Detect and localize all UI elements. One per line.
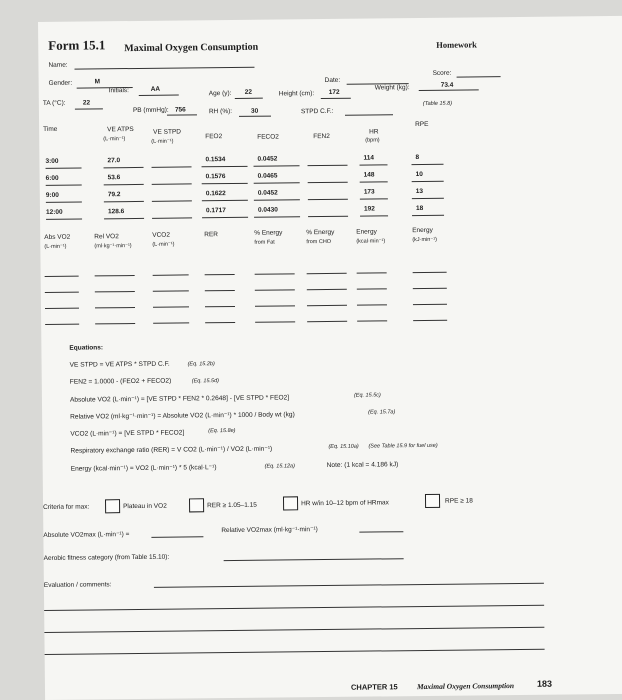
date-label: Date: [324, 76, 341, 85]
form-title: Maximal Oxygen Consumption [124, 41, 259, 55]
weight-value: 73.4 [440, 81, 454, 89]
rpe-label: RPE ≥ 18 [445, 497, 473, 505]
cell-ve: 53.6 [107, 174, 121, 182]
results-entry-line[interactable] [95, 323, 135, 324]
results-entry-line[interactable] [205, 290, 235, 291]
results-col-header: RER [204, 230, 219, 239]
results-entry-line[interactable] [95, 275, 135, 276]
initials-label: Initials: [108, 87, 129, 95]
results-col-unit: (L·min⁻¹) [152, 241, 175, 249]
table-cell-line [202, 166, 248, 167]
cell-hr: 173 [363, 188, 375, 196]
results-entry-line[interactable] [307, 289, 347, 290]
table-cell-line [104, 201, 144, 202]
col-feo2: FEO2 [205, 133, 223, 141]
score-label: Score: [432, 69, 452, 77]
rel-vo2max-line[interactable] [359, 531, 403, 532]
results-col-header: % Energy [306, 228, 335, 237]
results-entry-line[interactable] [45, 292, 79, 293]
results-entry-line[interactable] [413, 272, 447, 273]
col-time: Time [43, 125, 58, 133]
pb-line [167, 114, 197, 115]
table-cell-line [412, 181, 444, 182]
initials-line [139, 95, 179, 96]
col-hr-unit: (bpm) [365, 137, 380, 144]
table-cell-line [152, 183, 192, 184]
table-cell-line [308, 216, 348, 217]
form-number: Form 15.1 [48, 37, 106, 53]
score-line[interactable] [457, 76, 501, 77]
results-col-header: Energy [412, 227, 433, 235]
cell-hr: 114 [363, 154, 374, 162]
eq-abs-vo2: Absolute VO2 (L·min⁻¹) = [VE STPD * FEN2 * 0.2648] - [VE STPD * FEO2] [69, 394, 290, 404]
results-col-unit: from CHO [306, 238, 332, 246]
results-col-unit: (kJ·min⁻¹) [412, 237, 437, 244]
results-entry-line[interactable] [357, 304, 387, 305]
table-cell-line [46, 202, 82, 203]
eq-rer-note: (See Table 15.9 for fuel use) [368, 442, 438, 450]
evaluation-line-3[interactable] [44, 627, 544, 633]
table-cell-line [360, 181, 388, 182]
cell-time: 9:00 [45, 191, 59, 199]
table-cell-line [152, 200, 192, 201]
equations-title: Equations: [69, 344, 104, 352]
cell-ve: 27.0 [107, 157, 121, 165]
eq-fen2: FEN2 = 1.0000 - (FEO2 + FECO2) [69, 377, 172, 386]
age-line [235, 98, 263, 99]
criteria-label: Criteria for max: [43, 503, 90, 511]
cell-feco2: 0.0452 [257, 155, 278, 163]
evaluation-line-1[interactable] [154, 583, 544, 588]
results-col-unit: (kcal·min⁻¹) [356, 237, 386, 245]
rh-line [239, 116, 271, 117]
results-col-unit: (ml·kg⁻¹·min⁻¹) [94, 242, 132, 250]
results-entry-line[interactable] [255, 273, 295, 274]
table-cell-line [360, 215, 388, 216]
table-cell-line [254, 216, 300, 217]
table-cell-line [152, 217, 192, 218]
cell-time: 3:00 [45, 157, 59, 165]
eq-energy: Energy (kcal·min⁻¹) = VO2 (L·min⁻¹) * 5 (kcal·L⁻¹) [70, 464, 217, 473]
table-cell-line [104, 184, 144, 185]
eq-energy-note: Note: (1 kcal = 4.186 kJ) [326, 461, 399, 470]
col-ve-stpd-unit: (L·min⁻¹) [151, 138, 174, 145]
col-ve-stpd: VE STPD [153, 128, 182, 136]
table-cell-line [360, 164, 388, 165]
results-entry-line[interactable] [153, 290, 189, 291]
cell-hr: 192 [363, 205, 375, 213]
table-cell-line [202, 217, 248, 218]
results-col-header: Energy [356, 228, 377, 236]
fitness-category-label: Aerobic fitness category (from Table 15.10): [43, 553, 170, 562]
evaluation-label: Evaluation / comments: [43, 581, 112, 589]
gender-value: M [94, 78, 101, 86]
results-entry-line[interactable] [153, 274, 189, 275]
results-entry-line[interactable] [95, 307, 135, 308]
table-cell-line [308, 182, 348, 183]
stpd-label: STPD C.F.: [300, 107, 334, 116]
table-cell-line [412, 198, 444, 199]
age-value: 22 [244, 88, 253, 96]
stpd-line[interactable] [345, 114, 393, 116]
cell-feo2: 0.1717 [205, 207, 226, 215]
results-entry-line[interactable] [255, 305, 295, 306]
results-entry-line[interactable] [95, 291, 135, 292]
results-col-header: Abs VO2 [44, 233, 71, 241]
eq-fen2-ref: (Eq. 15.5d) [191, 378, 220, 385]
cell-rpe: 8 [415, 154, 420, 162]
cell-rpe: 18 [415, 204, 424, 213]
abs-vo2max-label: Absolute VO2max (L·min⁻¹) = [43, 531, 130, 539]
cell-feo2: 0.1622 [205, 190, 226, 198]
page-number: 183 [536, 678, 553, 689]
table-cell-line [104, 218, 144, 219]
col-rpe: RPE [415, 120, 429, 129]
rel-vo2max-label: Relative VO2max (ml·kg⁻¹·min⁻¹) [221, 526, 318, 535]
age-label: Age (y): [208, 89, 232, 98]
results-col-header: VCO2 [152, 231, 170, 240]
cell-feco2: 0.0465 [257, 172, 278, 180]
worksheet-page [38, 16, 622, 700]
results-col-header: Rel VO2 [94, 232, 119, 241]
cell-ve: 128.6 [107, 208, 125, 216]
table-cell-line [254, 165, 300, 166]
results-col-unit: (L·min⁻¹) [44, 243, 67, 250]
name-label: Name: [48, 61, 68, 69]
plateau-label: Plateau in VO2 [123, 502, 167, 511]
results-entry-line[interactable] [205, 306, 235, 307]
table-cell-line [46, 168, 82, 169]
col-hr: HR [369, 128, 379, 136]
cell-feco2: 0.0430 [257, 206, 278, 214]
results-entry-line[interactable] [45, 276, 79, 277]
eq-rel-vo2: Relative VO2 (ml·kg⁻¹·min⁻¹) = Absolute VO2 (L·min⁻¹) * 1000 / Body wt (kg) [70, 411, 295, 421]
table-cell-line [308, 165, 348, 166]
cell-ve: 79.2 [107, 191, 121, 199]
col-feco2: FECO2 [257, 133, 279, 141]
col-ve-atps-unit: (L·min⁻¹) [103, 136, 126, 143]
name-line[interactable] [74, 67, 254, 70]
eq-vco2-ref: (Eq. 15.8e) [208, 427, 236, 435]
ta-line [75, 108, 103, 109]
rh-value: 30 [250, 107, 259, 115]
table-cell-line [104, 167, 144, 168]
results-entry-line[interactable] [153, 306, 189, 307]
abs-vo2max-line[interactable] [151, 536, 203, 538]
fitness-category-line[interactable] [224, 558, 404, 561]
homework-label: Homework [436, 39, 477, 50]
hr-checkbox[interactable] [283, 496, 298, 510]
eq-ve-stpd: VE STPD = VE ATPS * STPD C.F. [69, 360, 170, 369]
results-entry-line[interactable] [255, 321, 295, 322]
cell-feco2: 0.0452 [257, 189, 278, 197]
eq-rer-ref: (Eq. 15.10a) [328, 443, 359, 450]
results-col-unit: from Fat [254, 239, 275, 247]
chapter-title: Maximal Oxygen Consumption [416, 681, 515, 692]
col-fen2: FEN2 [313, 132, 330, 141]
table-cell-line [412, 215, 444, 216]
rer-label: RER ≥ 1.05–1.15 [207, 501, 257, 510]
rpe-checkbox[interactable] [425, 494, 440, 508]
pb-value: 756 [174, 106, 186, 114]
eq-abs-vo2-ref: (Eq. 15.5c) [353, 392, 381, 399]
results-entry-line[interactable] [413, 304, 447, 305]
results-entry-line[interactable] [45, 308, 79, 309]
cell-feo2: 0.1576 [205, 173, 226, 181]
results-col-header: % Energy [254, 229, 283, 238]
results-entry-line[interactable] [357, 288, 387, 289]
results-entry-line[interactable] [357, 272, 387, 273]
eq-rer: Respiratory exchange ratio (RER) = V CO2 (L·min⁻¹) / VO2 (L·min⁻¹) [70, 445, 273, 455]
results-entry-line[interactable] [205, 322, 235, 323]
table-cell-line [412, 164, 444, 165]
ta-label: TA (°C): [42, 99, 66, 107]
eq-energy-ref: (Eq. 15.12a) [264, 463, 295, 470]
table-cell-line [360, 198, 388, 199]
rh-label: RH (%): [208, 107, 233, 116]
height-label: Height (cm): [278, 90, 315, 98]
table-cell-line [46, 219, 82, 220]
table-cell-line [46, 185, 82, 186]
results-entry-line[interactable] [45, 324, 79, 325]
hr-label: HR w/in 10–12 bpm of HRmax [301, 499, 389, 508]
weight-label: Weight (kg): [374, 84, 410, 92]
plateau-checkbox[interactable] [105, 499, 120, 513]
eq-ve-stpd-ref: (Eq. 15.2b) [187, 361, 215, 368]
table-ref: (Table 15.8) [422, 100, 453, 107]
results-entry-line[interactable] [357, 320, 387, 321]
weight-line [419, 89, 479, 91]
cell-feo2: 0.1534 [205, 156, 226, 164]
results-entry-line[interactable] [205, 274, 235, 275]
table-cell-line [308, 199, 348, 200]
height-value: 172 [328, 88, 340, 96]
eq-vco2: VCO2 (L·min⁻¹) = [VE STPD * FECO2] [70, 429, 185, 438]
cell-time: 6:00 [45, 174, 59, 182]
results-table [38, 16, 622, 22]
results-entry-line[interactable] [255, 289, 295, 290]
rer-checkbox[interactable] [189, 498, 204, 512]
table-cell-line [254, 199, 300, 200]
initials-value: AA [150, 85, 161, 93]
results-entry-line[interactable] [307, 321, 347, 322]
col-ve-atps: VE ATPS [107, 126, 134, 134]
chapter-label: CHAPTER 15 [350, 682, 398, 692]
evaluation-line-4[interactable] [45, 649, 545, 655]
height-line [321, 98, 351, 99]
table-cell-line [202, 200, 248, 201]
table-cell-line [254, 182, 300, 183]
table-cell-line [152, 166, 192, 167]
cell-time: 12:00 [45, 208, 63, 216]
results-entry-line[interactable] [307, 305, 347, 306]
cell-rpe: 13 [415, 187, 424, 196]
gender-label: Gender: [48, 79, 73, 87]
table-cell-line [202, 183, 248, 184]
ta-value: 22 [82, 99, 91, 107]
results-entry-line[interactable] [307, 273, 347, 274]
evaluation-line-2[interactable] [44, 605, 544, 611]
cell-hr: 148 [363, 171, 375, 179]
results-entry-line[interactable] [413, 288, 447, 289]
pb-label: PB (mmHg): [132, 106, 169, 115]
eq-rel-vo2-ref: (Eq. 15.7a) [368, 409, 396, 416]
results-entry-line[interactable] [413, 320, 447, 321]
cell-rpe: 10 [415, 170, 423, 179]
results-entry-line[interactable] [153, 322, 189, 323]
